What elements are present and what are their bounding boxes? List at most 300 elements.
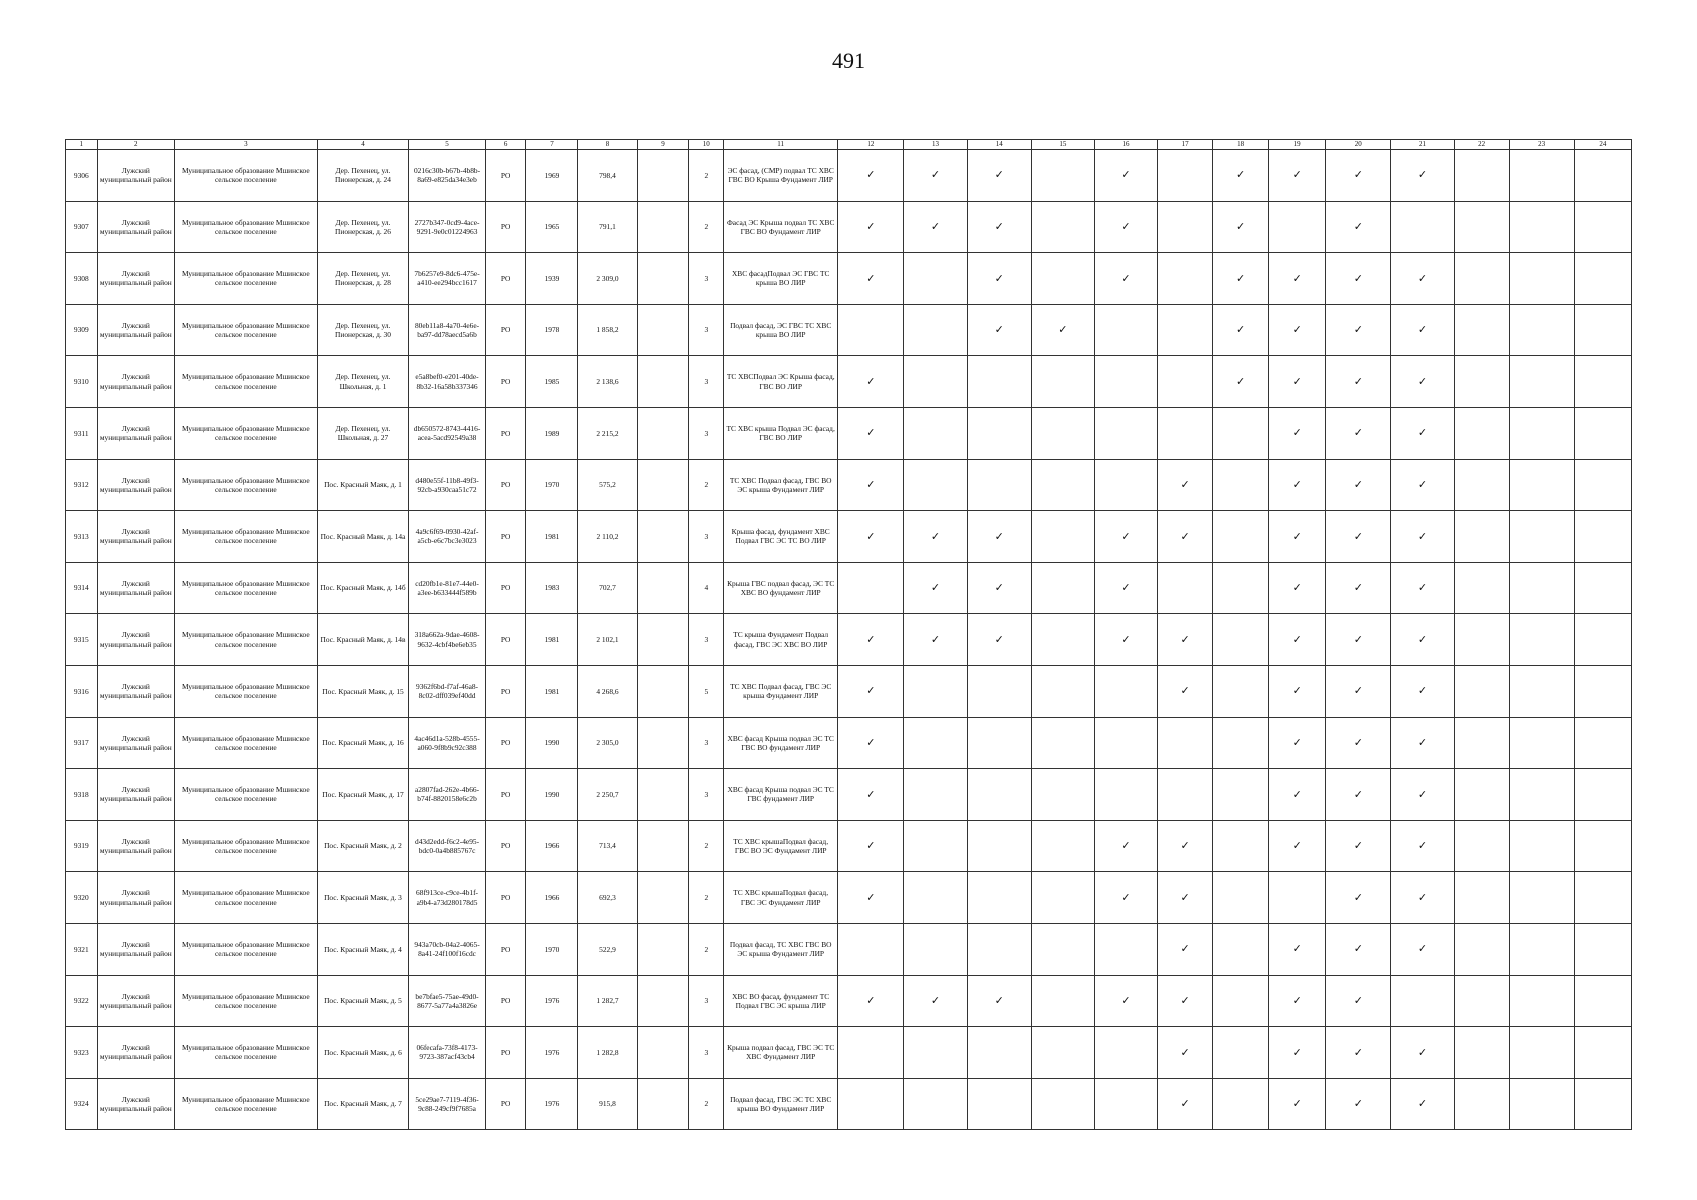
house-guid: 943a70cb-04a2-4065-8a41-24f100f16cdc — [409, 923, 485, 975]
check-mark-cell: ✓ — [1094, 820, 1157, 872]
empty-cell — [904, 1027, 967, 1079]
check-mark-cell: ✓ — [838, 459, 904, 511]
record-number: 9323 — [66, 1027, 98, 1079]
check-mark-cell: ✓ — [904, 614, 967, 666]
column-number: 5 — [409, 140, 485, 150]
district-name: Лужский муниципальный район — [97, 769, 174, 821]
floor-count: 3 — [689, 717, 724, 769]
col9-value — [637, 820, 689, 872]
column-number-row — [66, 140, 1632, 150]
floor-count: 2 — [689, 923, 724, 975]
check-mark-cell: ✓ — [1391, 304, 1454, 356]
empty-cell — [1509, 923, 1574, 975]
column-number: 21 — [1391, 140, 1454, 150]
empty-cell — [967, 459, 1031, 511]
check-mark-cell: ✓ — [1326, 923, 1391, 975]
empty-cell — [967, 872, 1031, 924]
empty-cell — [1509, 562, 1574, 614]
house-guid: 5ce29ae7-7119-4f36-9c88-249cf9f7685a — [409, 1078, 485, 1130]
col9-value — [637, 253, 689, 305]
empty-cell — [1574, 562, 1631, 614]
empty-cell — [1094, 459, 1157, 511]
empty-cell — [1509, 872, 1574, 924]
check-mark-cell: ✓ — [1326, 665, 1391, 717]
build-year: 1990 — [526, 769, 578, 821]
check-mark-cell: ✓ — [1269, 150, 1326, 202]
empty-cell — [1031, 150, 1094, 202]
address: Дер. Пехенец, ул. Пионерская, д. 26 — [317, 201, 409, 253]
table-row — [66, 717, 1632, 769]
check-mark-cell: ✓ — [1094, 150, 1157, 202]
empty-cell — [1213, 1027, 1269, 1079]
empty-cell — [1509, 1078, 1574, 1130]
empty-cell — [1031, 665, 1094, 717]
empty-cell — [838, 562, 904, 614]
table-row — [66, 253, 1632, 305]
work-types: ЭС фасад, (СМР) подвал ТС ХВС ГВС ВО Крыша Фундамент ЛИР — [724, 150, 838, 202]
fund-form: РО — [485, 923, 526, 975]
empty-cell — [967, 769, 1031, 821]
empty-cell — [904, 356, 967, 408]
empty-cell — [904, 769, 967, 821]
municipality-name: Муниципальное образование Мшинское сельское поселение — [175, 1027, 318, 1079]
check-mark-cell: ✓ — [1269, 562, 1326, 614]
column-number: 8 — [578, 140, 637, 150]
empty-cell — [1094, 717, 1157, 769]
empty-cell — [1213, 975, 1269, 1027]
district-name: Лужский муниципальный район — [97, 923, 174, 975]
column-number: 11 — [724, 140, 838, 150]
total-area: 575,2 — [578, 459, 637, 511]
empty-cell — [1574, 769, 1631, 821]
empty-cell — [1454, 459, 1509, 511]
check-mark-cell: ✓ — [1326, 356, 1391, 408]
municipality-name: Муниципальное образование Мшинское сельское поселение — [175, 562, 318, 614]
record-number: 9322 — [66, 975, 98, 1027]
district-name: Лужский муниципальный район — [97, 665, 174, 717]
work-types: ХВС фасад Крыша подвал ЭС ТС ГВС ВО фундамент ЛИР — [724, 717, 838, 769]
check-mark-cell: ✓ — [1269, 820, 1326, 872]
district-name: Лужский муниципальный район — [97, 511, 174, 563]
empty-cell — [1158, 769, 1213, 821]
check-mark-cell: ✓ — [1326, 820, 1391, 872]
fund-form: РО — [485, 356, 526, 408]
check-mark-cell: ✓ — [1158, 820, 1213, 872]
empty-cell — [1509, 459, 1574, 511]
table-row — [66, 304, 1632, 356]
empty-cell — [1454, 872, 1509, 924]
empty-cell — [1574, 820, 1631, 872]
check-mark-cell: ✓ — [1391, 253, 1454, 305]
floor-count: 3 — [689, 253, 724, 305]
check-mark-cell: ✓ — [1326, 150, 1391, 202]
build-year: 1965 — [526, 201, 578, 253]
col9-value — [637, 356, 689, 408]
check-mark-cell: ✓ — [904, 201, 967, 253]
empty-cell — [838, 1027, 904, 1079]
empty-cell — [1509, 717, 1574, 769]
municipality-name: Муниципальное образование Мшинское сельское поселение — [175, 201, 318, 253]
empty-cell — [1574, 665, 1631, 717]
check-mark-cell: ✓ — [1391, 665, 1454, 717]
check-mark-cell: ✓ — [1391, 356, 1454, 408]
total-area: 915,8 — [578, 1078, 637, 1130]
total-area: 2 215,2 — [578, 407, 637, 459]
municipality-name: Муниципальное образование Мшинское сельское поселение — [175, 304, 318, 356]
total-area: 522,9 — [578, 923, 637, 975]
check-mark-cell: ✓ — [1391, 923, 1454, 975]
floor-count: 2 — [689, 872, 724, 924]
empty-cell — [1094, 407, 1157, 459]
check-mark-cell: ✓ — [838, 820, 904, 872]
empty-cell — [904, 304, 967, 356]
check-mark-cell: ✓ — [1269, 304, 1326, 356]
table-row — [66, 665, 1632, 717]
empty-cell — [1509, 1027, 1574, 1079]
house-guid: 4a9c6f69-0930-42af-a5cb-e6c7bc3e3023 — [409, 511, 485, 563]
check-mark-cell: ✓ — [838, 717, 904, 769]
empty-cell — [1213, 769, 1269, 821]
empty-cell — [1094, 1027, 1157, 1079]
check-mark-cell: ✓ — [1158, 665, 1213, 717]
address: Пос. Красный Маяк, д. 6 — [317, 1027, 409, 1079]
col9-value — [637, 150, 689, 202]
col9-value — [637, 1078, 689, 1130]
total-area: 692,3 — [578, 872, 637, 924]
fund-form: РО — [485, 150, 526, 202]
address: Дер. Пехенец, ул. Пионерская, д. 28 — [317, 253, 409, 305]
empty-cell — [1509, 614, 1574, 666]
floor-count: 3 — [689, 769, 724, 821]
empty-cell — [1031, 717, 1094, 769]
column-number: 9 — [637, 140, 689, 150]
check-mark-cell: ✓ — [967, 150, 1031, 202]
empty-cell — [1454, 923, 1509, 975]
empty-cell — [1158, 304, 1213, 356]
col9-value — [637, 614, 689, 666]
check-mark-cell: ✓ — [967, 201, 1031, 253]
total-area: 2 110,2 — [578, 511, 637, 563]
work-types: ТС ХВС крыша Подвал ЭС фасад, ГВС ВО ЛИР — [724, 407, 838, 459]
work-types: ТС ХВС крышаПодвал фасад, ГВС ВО ЭС Фундамент ЛИР — [724, 820, 838, 872]
empty-cell — [967, 407, 1031, 459]
address: Пос. Красный Маяк, д. 4 — [317, 923, 409, 975]
col9-value — [637, 511, 689, 563]
fund-form: РО — [485, 253, 526, 305]
column-number: 20 — [1326, 140, 1391, 150]
total-area: 4 268,6 — [578, 665, 637, 717]
empty-cell — [1031, 923, 1094, 975]
column-number: 19 — [1269, 140, 1326, 150]
empty-cell — [1391, 201, 1454, 253]
record-number: 9320 — [66, 872, 98, 924]
empty-cell — [1509, 407, 1574, 459]
empty-cell — [967, 356, 1031, 408]
work-types: ТС крыша Фундамент Подвал фасад, ГВС ЭС ХВС ВО ЛИР — [724, 614, 838, 666]
check-mark-cell: ✓ — [1094, 201, 1157, 253]
empty-cell — [1031, 253, 1094, 305]
floor-count: 2 — [689, 459, 724, 511]
check-mark-cell: ✓ — [1094, 562, 1157, 614]
empty-cell — [967, 820, 1031, 872]
address: Пос. Красный Маяк, д. 14в — [317, 614, 409, 666]
check-mark-cell: ✓ — [838, 201, 904, 253]
check-mark-cell: ✓ — [1391, 872, 1454, 924]
empty-cell — [1574, 150, 1631, 202]
municipality-name: Муниципальное образование Мшинское сельское поселение — [175, 820, 318, 872]
district-name: Лужский муниципальный район — [97, 356, 174, 408]
check-mark-cell: ✓ — [1326, 872, 1391, 924]
empty-cell — [967, 1078, 1031, 1130]
municipality-name: Муниципальное образование Мшинское сельское поселение — [175, 975, 318, 1027]
table-row — [66, 459, 1632, 511]
empty-cell — [1454, 253, 1509, 305]
check-mark-cell: ✓ — [1094, 872, 1157, 924]
empty-cell — [1574, 356, 1631, 408]
column-number: 1 — [66, 140, 98, 150]
municipality-name: Муниципальное образование Мшинское сельское поселение — [175, 872, 318, 924]
empty-cell — [1094, 304, 1157, 356]
check-mark-cell: ✓ — [1269, 253, 1326, 305]
record-number: 9308 — [66, 253, 98, 305]
address: Пос. Красный Маяк, д. 17 — [317, 769, 409, 821]
empty-cell — [1454, 975, 1509, 1027]
empty-cell — [1094, 923, 1157, 975]
empty-cell — [1213, 1078, 1269, 1130]
work-types: Подвал фасад, ГВС ЭС ТС ХВС крыша ВО Фундамент ЛИР — [724, 1078, 838, 1130]
check-mark-cell: ✓ — [1158, 614, 1213, 666]
district-name: Лужский муниципальный район — [97, 150, 174, 202]
empty-cell — [838, 1078, 904, 1130]
table-row — [66, 407, 1632, 459]
empty-cell — [1031, 511, 1094, 563]
check-mark-cell: ✓ — [1391, 407, 1454, 459]
check-mark-cell: ✓ — [1269, 1078, 1326, 1130]
col9-value — [637, 975, 689, 1027]
empty-cell — [1454, 304, 1509, 356]
total-area: 713,4 — [578, 820, 637, 872]
column-number: 2 — [97, 140, 174, 150]
address: Пос. Красный Маяк, д. 14б — [317, 562, 409, 614]
check-mark-cell: ✓ — [904, 562, 967, 614]
check-mark-cell: ✓ — [1326, 304, 1391, 356]
col9-value — [637, 562, 689, 614]
check-mark-cell: ✓ — [1213, 304, 1269, 356]
empty-cell — [967, 665, 1031, 717]
house-guid: e5a8bef0-e201-40de-8b32-16a58b337346 — [409, 356, 485, 408]
table-row — [66, 1027, 1632, 1079]
column-number: 10 — [689, 140, 724, 150]
empty-cell — [904, 872, 967, 924]
check-mark-cell: ✓ — [1213, 150, 1269, 202]
empty-cell — [1213, 614, 1269, 666]
district-name: Лужский муниципальный район — [97, 872, 174, 924]
check-mark-cell: ✓ — [967, 975, 1031, 1027]
table-row — [66, 562, 1632, 614]
fund-form: РО — [485, 1027, 526, 1079]
empty-cell — [904, 253, 967, 305]
check-mark-cell: ✓ — [1326, 1027, 1391, 1079]
check-mark-cell: ✓ — [1326, 459, 1391, 511]
floor-count: 3 — [689, 975, 724, 1027]
municipality-name: Муниципальное образование Мшинское сельское поселение — [175, 1078, 318, 1130]
empty-cell — [1454, 511, 1509, 563]
record-number: 9309 — [66, 304, 98, 356]
house-guid: d480e55f-11b8-49f3-92cb-a930caa51c72 — [409, 459, 485, 511]
check-mark-cell: ✓ — [1269, 923, 1326, 975]
empty-cell — [1158, 253, 1213, 305]
house-guid: 9362f6bd-f7af-46a8-8c02-dff039ef40dd — [409, 665, 485, 717]
total-area: 1 858,2 — [578, 304, 637, 356]
empty-cell — [1158, 407, 1213, 459]
empty-cell — [1031, 769, 1094, 821]
work-types: Крыша подвал фасад, ГВС ЭС ТС ХВС Фундамент ЛИР — [724, 1027, 838, 1079]
fund-form: РО — [485, 201, 526, 253]
empty-cell — [1031, 820, 1094, 872]
check-mark-cell: ✓ — [838, 975, 904, 1027]
check-mark-cell: ✓ — [838, 872, 904, 924]
empty-cell — [1213, 820, 1269, 872]
check-mark-cell: ✓ — [967, 614, 1031, 666]
empty-cell — [1509, 201, 1574, 253]
build-year: 1983 — [526, 562, 578, 614]
check-mark-cell: ✓ — [904, 975, 967, 1027]
check-mark-cell: ✓ — [1269, 975, 1326, 1027]
check-mark-cell: ✓ — [1269, 717, 1326, 769]
check-mark-cell: ✓ — [1391, 562, 1454, 614]
empty-cell — [1031, 975, 1094, 1027]
empty-cell — [1213, 459, 1269, 511]
page-number: 491 — [832, 48, 865, 73]
empty-cell — [1094, 769, 1157, 821]
check-mark-cell: ✓ — [1094, 614, 1157, 666]
total-area: 2 138,6 — [578, 356, 637, 408]
empty-cell — [1158, 356, 1213, 408]
district-name: Лужский муниципальный район — [97, 304, 174, 356]
empty-cell — [1454, 407, 1509, 459]
check-mark-cell: ✓ — [1269, 511, 1326, 563]
check-mark-cell: ✓ — [1269, 407, 1326, 459]
floor-count: 3 — [689, 304, 724, 356]
record-number: 9312 — [66, 459, 98, 511]
build-year: 1978 — [526, 304, 578, 356]
house-guid: 2727b347-0cd9-4ace-9291-9e0c01224963 — [409, 201, 485, 253]
empty-cell — [1031, 562, 1094, 614]
empty-cell — [1574, 511, 1631, 563]
check-mark-cell: ✓ — [1391, 769, 1454, 821]
work-types: ТС ХВСПодвал ЭС Крыша фасад, ГВС ВО ЛИР — [724, 356, 838, 408]
house-guid: 80eb11a8-4a70-4e6e-ba97-dd78aecd5a6b — [409, 304, 485, 356]
build-year: 1989 — [526, 407, 578, 459]
empty-cell — [1031, 1078, 1094, 1130]
municipality-name: Муниципальное образование Мшинское сельское поселение — [175, 769, 318, 821]
empty-cell — [1509, 150, 1574, 202]
check-mark-cell: ✓ — [1391, 614, 1454, 666]
check-mark-cell: ✓ — [838, 769, 904, 821]
record-number: 9316 — [66, 665, 98, 717]
record-number: 9313 — [66, 511, 98, 563]
check-mark-cell: ✓ — [838, 665, 904, 717]
build-year: 1970 — [526, 923, 578, 975]
empty-cell — [1213, 511, 1269, 563]
empty-cell — [1454, 562, 1509, 614]
address: Пос. Красный Маяк, д. 7 — [317, 1078, 409, 1130]
municipality-name: Муниципальное образование Мшинское сельское поселение — [175, 407, 318, 459]
empty-cell — [1158, 717, 1213, 769]
check-mark-cell: ✓ — [1158, 1027, 1213, 1079]
fund-form: РО — [485, 304, 526, 356]
empty-cell — [1509, 511, 1574, 563]
empty-cell — [1094, 665, 1157, 717]
check-mark-cell: ✓ — [838, 614, 904, 666]
fund-form: РО — [485, 459, 526, 511]
check-mark-cell: ✓ — [1391, 150, 1454, 202]
empty-cell — [904, 923, 967, 975]
address: Пос. Красный Маяк, д. 14а — [317, 511, 409, 563]
municipality-name: Муниципальное образование Мшинское сельское поселение — [175, 614, 318, 666]
empty-cell — [1454, 614, 1509, 666]
check-mark-cell: ✓ — [1158, 975, 1213, 1027]
empty-cell — [1213, 923, 1269, 975]
column-number: 18 — [1213, 140, 1269, 150]
check-mark-cell: ✓ — [1326, 717, 1391, 769]
work-types: ТС ХВС крышаПодвал фасад, ГВС ЭС Фундамент ЛИР — [724, 872, 838, 924]
check-mark-cell: ✓ — [1031, 304, 1094, 356]
empty-cell — [1509, 356, 1574, 408]
total-area: 1 282,7 — [578, 975, 637, 1027]
check-mark-cell: ✓ — [838, 356, 904, 408]
empty-cell — [1509, 253, 1574, 305]
house-guid: be7bfae5-75ae-49d0-8677-5a77a4a3826e — [409, 975, 485, 1027]
column-number: 7 — [526, 140, 578, 150]
house-guid: 7b6257e9-8dc6-475e-a410-ee294bcc1617 — [409, 253, 485, 305]
build-year: 1939 — [526, 253, 578, 305]
total-area: 2 102,1 — [578, 614, 637, 666]
house-guid: 318a662a-9dae-4608-9632-4cbf4be6eb35 — [409, 614, 485, 666]
total-area: 702,7 — [578, 562, 637, 614]
record-number: 9318 — [66, 769, 98, 821]
floor-count: 3 — [689, 1027, 724, 1079]
municipality-name: Муниципальное образование Мшинское сельское поселение — [175, 459, 318, 511]
build-year: 1981 — [526, 665, 578, 717]
empty-cell — [1574, 201, 1631, 253]
check-mark-cell: ✓ — [1326, 562, 1391, 614]
record-number: 9315 — [66, 614, 98, 666]
check-mark-cell: ✓ — [838, 511, 904, 563]
empty-cell — [1454, 1078, 1509, 1130]
check-mark-cell: ✓ — [1391, 459, 1454, 511]
column-number: 24 — [1574, 140, 1631, 150]
record-number: 9314 — [66, 562, 98, 614]
empty-cell — [1509, 820, 1574, 872]
check-mark-cell: ✓ — [967, 562, 1031, 614]
check-mark-cell: ✓ — [967, 253, 1031, 305]
record-number: 9311 — [66, 407, 98, 459]
work-types: ХВС фасад Крыша подвал ЭС ТС ГВС фундамент ЛИР — [724, 769, 838, 821]
house-guid: 4ac46d1a-528b-4555-a060-9f8b9c92c388 — [409, 717, 485, 769]
empty-cell — [1094, 1078, 1157, 1130]
column-number: 17 — [1158, 140, 1213, 150]
check-mark-cell: ✓ — [1158, 459, 1213, 511]
empty-cell — [967, 1027, 1031, 1079]
district-name: Лужский муниципальный район — [97, 820, 174, 872]
check-mark-cell: ✓ — [1269, 356, 1326, 408]
empty-cell — [1574, 717, 1631, 769]
work-types: ХВС ВО фасад, фундамент ТС Подвал ГВС ЭС крыша ЛИР — [724, 975, 838, 1027]
district-name: Лужский муниципальный район — [97, 407, 174, 459]
district-name: Лужский муниципальный район — [97, 614, 174, 666]
record-number: 9310 — [66, 356, 98, 408]
